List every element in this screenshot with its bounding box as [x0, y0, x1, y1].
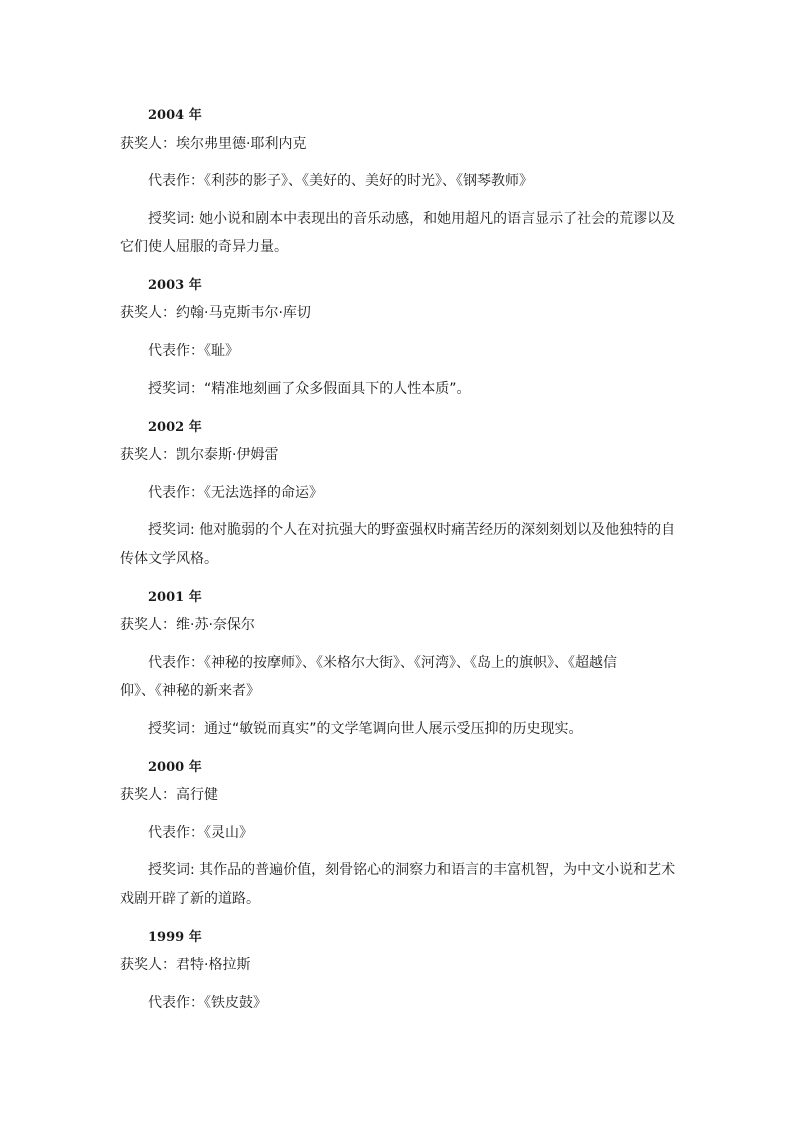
year-heading: 1999 年 — [148, 930, 202, 945]
works-line: 代表作：《耻》 — [148, 343, 239, 359]
citation-line-continued: 它们使人屈服的奇异力量。 — [120, 239, 288, 255]
year-heading: 2002 年 — [148, 420, 202, 435]
works-line-continued: 仰》、《神秘的新来者》 — [120, 683, 260, 699]
citation-line-continued: 传体文学风格。 — [120, 551, 218, 567]
winner-line: 获奖人：埃尔弗里德·耶利内克 — [120, 136, 307, 152]
works-line: 代表作：《灵山》 — [148, 825, 253, 841]
citation-line: 授奖词：“精准地刻画了众多假面具下的人性本质”。 — [148, 381, 471, 397]
citation-line: 授奖词: 其作品的普遍价值，刻骨铭心的洞察力和语言的丰富机智，为中文小说和艺术 — [148, 862, 676, 878]
works-line: 代表作：《利莎的影子》、《美好的、美好的时光》、《钢琴教师》 — [148, 173, 533, 189]
winner-line: 获奖人：君特·格拉斯 — [120, 957, 251, 973]
winner-line: 获奖人：维·苏·奈保尔 — [120, 617, 255, 633]
year-heading: 2001 年 — [148, 590, 202, 605]
works-line: 代表作：《无法选择的命运》 — [148, 485, 323, 501]
winner-line: 获奖人：高行健 — [120, 787, 218, 803]
citation-line: 授奖词: 她小说和剧本中表现出的音乐动感，和她用超凡的语言显示了社会的荒谬以及 — [148, 211, 676, 227]
year-heading: 2004 年 — [148, 108, 202, 123]
works-line: 代表作：《铁皮鼓》 — [148, 995, 267, 1011]
works-line: 代表作：《神秘的按摩师》、《米格尔大街》、《河湾》、《岛上的旗帜》、《超越信 — [148, 655, 617, 671]
year-heading: 2003 年 — [148, 278, 202, 293]
winner-line: 获奖人：凯尔泰斯·伊姆雷 — [120, 447, 279, 463]
citation-line: 授奖词: 他对脆弱的个人在对抗强大的野蛮强权时痛苦经历的深刻刻划以及他独特的自 — [148, 522, 676, 538]
citation-line: 授奖词：通过“敏锐而真实”的文学笔调向世人展示受压抑的历史现实。 — [148, 721, 583, 737]
year-heading: 2000 年 — [148, 760, 202, 775]
winner-line: 获奖人：约翰·马克斯韦尔·库切 — [120, 305, 311, 321]
citation-line-continued: 戏剧开辟了新的道路。 — [120, 891, 260, 907]
